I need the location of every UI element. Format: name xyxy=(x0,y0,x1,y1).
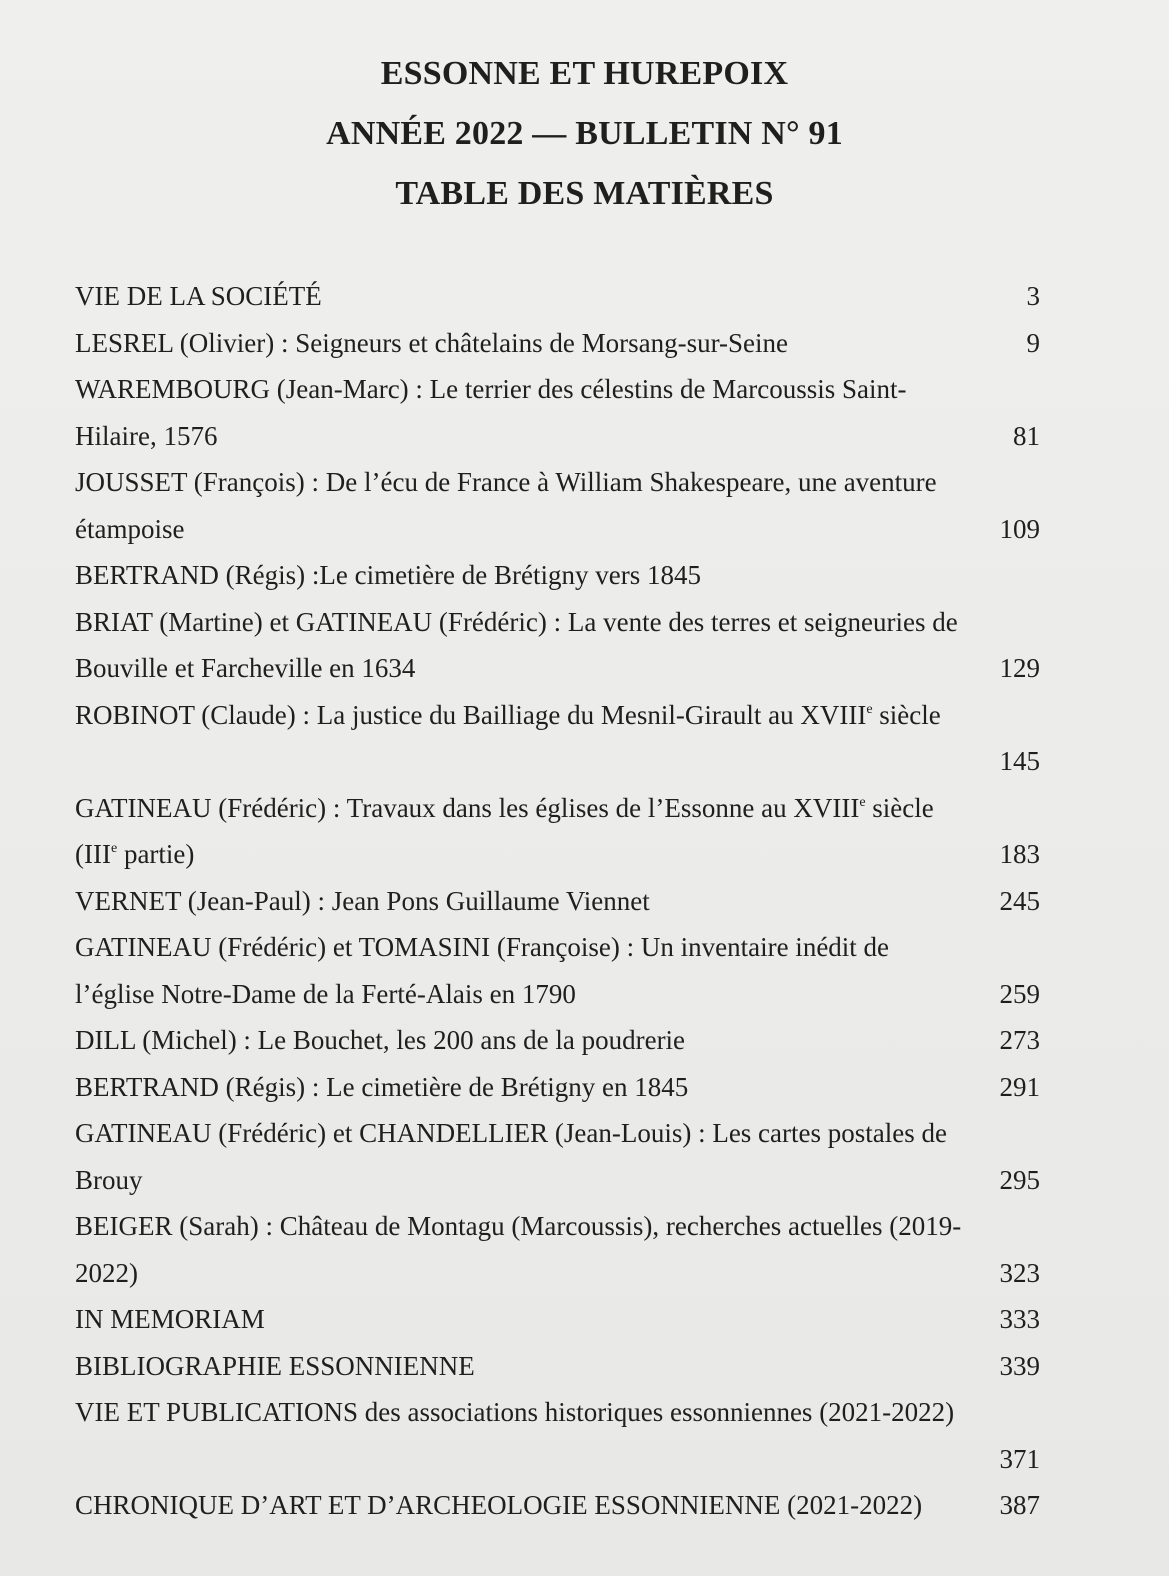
toc-page-number: 3 xyxy=(1026,281,1040,311)
toc-page-number: 323 xyxy=(999,1257,1040,1288)
toc-text-part: siècle xyxy=(872,699,941,730)
toc-entry-briat-cont xyxy=(75,645,1040,692)
toc-entry-jousset-cont xyxy=(75,506,1040,553)
toc-page-number: 109 xyxy=(999,513,1040,544)
toc-entry-title: Hilaire, 1576 xyxy=(75,420,218,451)
toc-entry-warembourg-cont xyxy=(75,413,1040,460)
toc-text-part: siècle xyxy=(865,792,934,823)
toc-entry-jousset xyxy=(75,459,1040,506)
toc-entry-title: LESREL (Olivier) : Seigneurs et châtelains de Morsang-sur-Seine xyxy=(75,327,789,358)
toc-page-number: 291 xyxy=(999,1071,1040,1102)
toc-page-number: 339 xyxy=(999,1350,1040,1381)
toc-entry-dill xyxy=(75,1017,1040,1064)
toc-entry-gatineau-travaux-cont xyxy=(75,831,1040,878)
toc-entry-vernet xyxy=(75,878,1040,925)
toc-entry-title: 2022) xyxy=(75,1257,138,1288)
toc-entry-title: CHRONIQUE D’ART ET D’ARCHEOLOGIE ESSONNIENNE (2021-2022) xyxy=(75,1490,923,1520)
toc-entry-title: DILL (Michel) : Le Bouchet, les 200 ans de la poudrerie xyxy=(75,1025,686,1055)
table-of-contents xyxy=(75,273,1040,1529)
toc-page-number: 129 xyxy=(999,653,1040,683)
toc-entry-title xyxy=(75,785,934,832)
journal-title: ESSONNE ET HUREPOIX xyxy=(380,55,789,92)
toc-entry-gatineau-tomasini xyxy=(75,924,1040,971)
superscript: e xyxy=(866,701,873,717)
toc-entry-in-memoriam xyxy=(75,1296,1040,1343)
superscript: e xyxy=(110,841,118,856)
toc-entry-title: JOUSSET (François) : De l’écu de France à William Shakespeare, une aventure xyxy=(75,467,937,497)
toc-text-part: (III xyxy=(75,839,111,869)
toc-page-number: 273 xyxy=(999,1025,1040,1055)
toc-entry-robinot-cont xyxy=(75,738,1040,785)
toc-entry-gatineau-chandellier xyxy=(75,1110,1040,1157)
toc-text-part: ROBINOT (Claude) : La justice du Bailliage du Mesnil-Girault au XVIII xyxy=(75,699,867,730)
toc-entry-title: BERTRAND (Régis) : Le cimetière de Brétigny en 1845 xyxy=(75,1071,689,1102)
toc-entry-title: IN MEMORIAM xyxy=(75,1304,265,1334)
superscript: e xyxy=(859,794,866,810)
toc-text-part: partie) xyxy=(117,839,195,869)
toc-page-number: 333 xyxy=(999,1304,1040,1334)
toc-entry-robinot xyxy=(75,692,1040,739)
toc-page-number: 145 xyxy=(999,746,1040,776)
toc-entry-vie-publications xyxy=(75,1389,1040,1436)
toc-page-number: 387 xyxy=(999,1490,1040,1520)
toc-entry-title: BERTRAND (Régis) :Le cimetière de Brétigny vers 1845 xyxy=(75,560,701,590)
toc-entry-title: l’église Notre-Dame de la Ferté-Alais en 1790 xyxy=(75,978,576,1009)
toc-entry-title: BRIAT (Martine) et GATINEAU (Frédéric) : La vente des terres et seigneuries de xyxy=(75,606,958,637)
toc-entry-title: Bouville et Farcheville en 1634 xyxy=(75,653,416,683)
toc-entry-bibliographie xyxy=(75,1343,1040,1390)
toc-entry-vie-publications-cont xyxy=(75,1436,1040,1483)
toc-entry-chronique xyxy=(75,1482,1040,1529)
toc-entry-beiger xyxy=(75,1203,1040,1250)
toc-page-number: 295 xyxy=(999,1164,1040,1195)
toc-entry-briat xyxy=(75,599,1040,646)
bulletin-title: ANNÉE 2022 — BULLETIN N° 91 xyxy=(326,115,843,152)
document-header xyxy=(0,44,1169,224)
toc-entry-title: BEIGER (Sarah) : Château de Montagu (Marcoussis), recherches actuelles (2019- xyxy=(75,1211,962,1241)
toc-entry-bertrand-vers xyxy=(75,552,1040,599)
toc-page-number: 9 xyxy=(1026,327,1040,358)
toc-entry-gatineau-chandellier-cont xyxy=(75,1157,1040,1204)
toc-entry-warembourg xyxy=(75,366,1040,413)
toc-entry-title: WAREMBOURG (Jean-Marc) : Le terrier des célestins de Marcoussis Saint- xyxy=(75,374,907,404)
toc-page-number: 183 xyxy=(999,839,1040,869)
toc-entry-title: BIBLIOGRAPHIE ESSONNIENNE xyxy=(75,1350,475,1381)
toc-entry-vie-societe xyxy=(75,273,1040,320)
toc-entry-title: étampoise xyxy=(75,513,185,544)
toc-entry-gatineau-travaux xyxy=(75,785,1040,832)
toc-page-number: 259 xyxy=(999,978,1040,1009)
toc-page-number: 245 xyxy=(999,885,1040,916)
toc-entry-gatineau-tomasini-cont xyxy=(75,971,1040,1018)
toc-entry-title: GATINEAU (Frédéric) et CHANDELLIER (Jean-Louis) : Les cartes postales de xyxy=(75,1118,947,1148)
toc-page-number: 81 xyxy=(1013,420,1040,451)
toc-entry-title: VIE DE LA SOCIÉTÉ xyxy=(75,281,322,311)
toc-entry-title: VIE ET PUBLICATIONS des associations historiques essonniennes (2021-2022) xyxy=(75,1397,955,1427)
toc-entry-title xyxy=(75,692,941,739)
toc-page-number: 371 xyxy=(999,1443,1040,1474)
toc-entry-title xyxy=(75,831,194,878)
toc-entry-beiger-cont xyxy=(75,1250,1040,1297)
toc-entry-title: VERNET (Jean-Paul) : Jean Pons Guillaume Viennet xyxy=(75,885,650,916)
toc-entry-title: Brouy xyxy=(75,1164,143,1195)
toc-entry-title: GATINEAU (Frédéric) et TOMASINI (Françoise) : Un inventaire inédit de xyxy=(75,932,890,962)
toc-entry-lesrel xyxy=(75,320,1040,367)
toc-text-part: GATINEAU (Frédéric) : Travaux dans les églises de l’Essonne au XVIII xyxy=(75,792,860,823)
toc-entry-bertrand-en xyxy=(75,1064,1040,1111)
toc-heading: TABLE DES MATIÈRES xyxy=(395,175,774,212)
